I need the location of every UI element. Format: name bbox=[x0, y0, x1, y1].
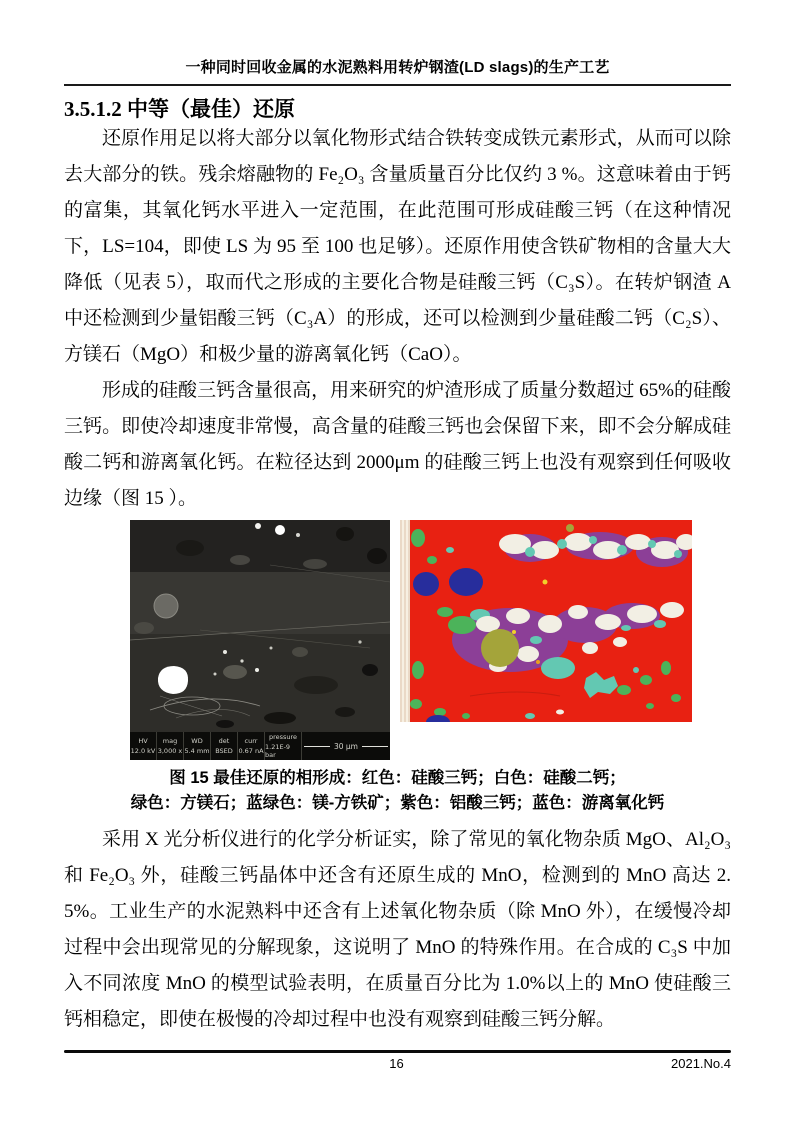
page-number: 16 bbox=[389, 1056, 404, 1071]
running-title: 一种同时回收金属的水泥熟料用转炉钢渣(LD slags)的生产工艺 bbox=[185, 59, 610, 76]
figure-15 bbox=[130, 520, 692, 760]
sem-info-bar bbox=[130, 732, 390, 760]
phase-map-left-edge bbox=[400, 520, 410, 722]
sem-det-label: det bbox=[218, 737, 230, 745]
scale-label: 30 μm bbox=[333, 741, 358, 751]
section-heading: 3.5.1.2 中等（最佳）还原 bbox=[64, 97, 295, 121]
body-paragraph-2: 形成的硅酸三钙含量很高，用来研究的炉渣形成了质量分数超过 65%的硅酸三钙。即使冷却速度非常慢，高含量的硅酸三钙也会保留下来，即不会分解成硅酸二钙和游离氧化钙。在粒径达到 2000μm 的硅酸三钙上也没有观察到任何吸收边缘（图 15 ）。 bbox=[64, 380, 731, 509]
phase-map-canvas bbox=[410, 520, 692, 722]
sem-wd-label: WD bbox=[191, 737, 203, 745]
body-text-block-upper bbox=[64, 121, 731, 517]
figure-caption-line-2: 绿色：方镁石；蓝绿色：镁-方铁矿；紫色：铝酸三钙；蓝色：游离氧化钙 bbox=[130, 794, 665, 812]
sem-det-value: BSED bbox=[215, 747, 233, 755]
sem-curr-label: curr bbox=[244, 737, 258, 745]
sem-scale-bar bbox=[302, 732, 390, 760]
figure-caption-line-1: 图 15 最佳还原的相形成：红色：硅酸三钙；白色：硅酸二钙； bbox=[169, 769, 626, 787]
sem-hv-field bbox=[130, 732, 157, 760]
sem-curr-field bbox=[238, 732, 265, 760]
issue-label: 2021.No.4 bbox=[671, 1056, 731, 1071]
sem-pressure-label: pressure bbox=[268, 733, 298, 741]
sem-mag-value: 3,000 x bbox=[157, 747, 183, 755]
sem-micrograph-image bbox=[130, 520, 390, 760]
sem-micrograph-canvas bbox=[130, 520, 390, 732]
figure-caption bbox=[64, 766, 731, 816]
sem-det-field bbox=[211, 732, 238, 760]
body-paragraph-1: 还原作用足以将大部分以氧化物形式结合铁转变成铁元素形式，从而可以除去大部分的铁。残余熔融物的 Fe₂O₃ 含量质量百分比仅约 3 %。这意味着由于钙的富集，其氧化钙水平进入一定范围，在此范围可形成硅酸三钙（在这种情况下，LS=104，即使 LS 为 95 至 100 也足够）。还原作用使含铁矿物相的含量大大降低（见表 5），取而代之形成的主要化合物是硅酸三钙（C₃S）。在转炉钢渣 A 中还检测到少量铝酸三钙（C₃A）的形成，还可以检测到少量硅酸二钙（C₂S）、方镁石（MgO）和极少量的游离氧化钙（CaO）。 bbox=[64, 128, 731, 365]
sem-wd-field bbox=[184, 732, 211, 760]
sem-pressure-value: 1.21E-9 bar bbox=[265, 743, 291, 759]
sem-wd-value: 5.4 mm bbox=[184, 747, 210, 755]
body-paragraph-3: 采用 X 光分析仪进行的化学分析证实，除了常见的氧化物杂质 MgO、Al₂O₃ 和 Fe₂O₃ 外，硅酸三钙晶体中还含有还原生成的 MnO，检测到的 MnO 高达 2.5%。工业生产的水泥熟料中还含有上述氧化物杂质（除 MnO 外），在缓慢冷却过程中会出现常见的分解现象，这说明了 MnO 的特殊作用。在合成的 C₃S 中加入不同浓度 MnO 的模型试验表明，在质量百分比为 1.0%以上的 MnO 使硅酸三钙相稳定，即使在极慢的冷却过程中也没有观察到硅酸三钙分解。 bbox=[64, 829, 731, 1030]
sem-hv-label: HV bbox=[138, 737, 148, 745]
sem-mag-field bbox=[157, 732, 184, 760]
sem-mag-label: mag bbox=[162, 737, 178, 745]
sem-curr-value: 0.67 nA bbox=[238, 747, 264, 755]
phase-map-image bbox=[400, 520, 692, 722]
footer-rule bbox=[64, 1050, 731, 1053]
scale-line-right bbox=[362, 746, 388, 747]
sem-pressure-field bbox=[265, 732, 302, 760]
body-text-block-lower bbox=[64, 822, 731, 1038]
scale-line-left bbox=[304, 746, 330, 747]
page-header bbox=[64, 56, 731, 86]
sem-hv-value: 12.0 kV bbox=[130, 747, 156, 755]
